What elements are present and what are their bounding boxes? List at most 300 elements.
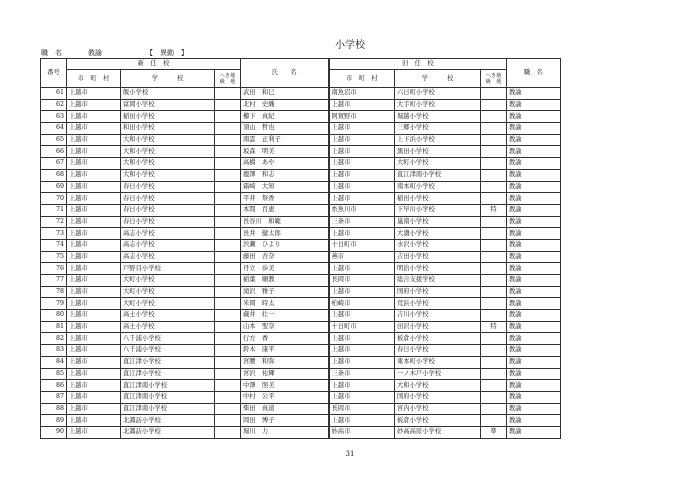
old-remote-grade-cell <box>481 158 507 170</box>
old-school-cell: 大手町小学校 <box>395 99 481 111</box>
table-body <box>41 88 561 439</box>
row-number-cell: 69 <box>41 181 67 193</box>
old-remote-grade-cell: 準 <box>481 426 507 438</box>
post-label: 職 名 <box>41 49 62 57</box>
table-row <box>41 204 561 216</box>
new-remote-grade-cell <box>215 356 241 368</box>
post-title-cell: 教諭 <box>507 275 561 287</box>
new-school-cell: 北諏訪小学校 <box>121 415 215 427</box>
old-school-cell: 国府小学校 <box>395 391 481 403</box>
new-city-cell: 上越市 <box>67 169 121 181</box>
new-school-cell: 高志小学校 <box>121 228 215 240</box>
teacher-name-cell: 平井 祭香 <box>241 193 329 205</box>
table-row <box>41 380 561 392</box>
teacher-name-cell: 高橋 あや <box>241 158 329 170</box>
new-remote-grade-cell <box>215 111 241 123</box>
new-school-cell: 春日小学校 <box>121 204 215 216</box>
table-row <box>41 333 561 345</box>
old-remote-grade-cell <box>481 88 507 100</box>
new-remote-grade-cell <box>215 193 241 205</box>
row-number-cell: 63 <box>41 111 67 123</box>
new-city-cell: 上越市 <box>67 216 121 228</box>
new-school-cell: 春日小学校 <box>121 181 215 193</box>
new-school-cell: 大和小学校 <box>121 146 215 158</box>
table-row <box>41 263 561 275</box>
old-school-cell: 明治小学校 <box>395 263 481 275</box>
row-number-cell: 64 <box>41 123 67 135</box>
teacher-name-cell: 丹立 歩美 <box>241 263 329 275</box>
table-row <box>41 239 561 251</box>
new-school-cell: 八千浦小学校 <box>121 333 215 345</box>
teacher-name-cell: 柴田 真道 <box>241 403 329 415</box>
old-school-cell: 宮内小学校 <box>395 403 481 415</box>
post-title-cell: 教諭 <box>507 169 561 181</box>
old-city-cell: 長岡市 <box>329 403 395 415</box>
new-city-cell: 上越市 <box>67 228 121 240</box>
new-remote-grade-cell <box>215 426 241 438</box>
row-number-cell: 65 <box>41 134 67 146</box>
teacher-name-cell: 南雲 正利子 <box>241 134 329 146</box>
table-row <box>41 134 561 146</box>
old-school-cell: 下早川小学校 <box>395 204 481 216</box>
teacher-name-cell: 本間 百恵 <box>241 204 329 216</box>
table-row <box>41 88 561 100</box>
post-title-cell: 教諭 <box>507 216 561 228</box>
row-number-cell: 61 <box>41 88 67 100</box>
old-remote-grade-cell <box>481 286 507 298</box>
old-remote-grade-cell <box>481 380 507 392</box>
row-number-cell: 62 <box>41 99 67 111</box>
post-title-cell: 教諭 <box>507 298 561 310</box>
new-school-cell: 春日小学校 <box>121 216 215 228</box>
new-school-cell: 高志小学校 <box>121 239 215 251</box>
post-value: 教諭 <box>88 49 102 57</box>
old-school-cell: 黒田小学校 <box>395 146 481 158</box>
new-city-cell: 上越市 <box>67 391 121 403</box>
header-new-city: 市 町 村 <box>67 70 121 88</box>
new-city-cell: 上越市 <box>67 415 121 427</box>
old-city-cell: 上越市 <box>329 228 395 240</box>
post-title-cell: 教諭 <box>507 415 561 427</box>
post-title-cell: 教諭 <box>507 263 561 275</box>
post-title-cell: 教諭 <box>507 403 561 415</box>
row-number-cell: 87 <box>41 391 67 403</box>
teacher-name-cell: 長谷川 和範 <box>241 216 329 228</box>
old-city-cell: 上越市 <box>329 193 395 205</box>
old-city-cell: 上越市 <box>329 286 395 298</box>
old-school-cell: 総合支援学校 <box>395 275 481 287</box>
transfer-table <box>40 58 561 439</box>
new-school-cell: 稲田小学校 <box>121 111 215 123</box>
old-city-cell: 上越市 <box>329 333 395 345</box>
post-title-cell: 教諭 <box>507 345 561 357</box>
new-city-cell: 上越市 <box>67 321 121 333</box>
old-school-cell: 田沢小学校 <box>395 321 481 333</box>
new-city-cell: 上越市 <box>67 181 121 193</box>
teacher-name-cell: 武田 和巳 <box>241 88 329 100</box>
header-number: 番号 <box>41 59 67 88</box>
old-city-cell: 糸魚川市 <box>329 204 395 216</box>
old-city-cell: 妙高市 <box>329 426 395 438</box>
new-remote-grade-cell <box>215 88 241 100</box>
old-school-cell: 水沢小学校 <box>395 239 481 251</box>
old-remote-grade-cell <box>481 134 507 146</box>
old-city-cell: 三条市 <box>329 368 395 380</box>
old-remote-grade-cell <box>481 228 507 240</box>
old-school-cell: 板倉小学校 <box>395 415 481 427</box>
new-remote-grade-cell <box>215 158 241 170</box>
old-city-cell: 阿賀野市 <box>329 111 395 123</box>
new-school-cell: 直江津小学校 <box>121 368 215 380</box>
teacher-name-cell: 霜崎 大知 <box>241 181 329 193</box>
old-remote-grade-cell <box>481 123 507 135</box>
old-city-cell: 上越市 <box>329 310 395 322</box>
new-city-cell: 上越市 <box>67 146 121 158</box>
post-title-cell: 教諭 <box>507 99 561 111</box>
new-remote-grade-cell <box>215 216 241 228</box>
teacher-name-cell: 渋瀬 ひより <box>241 239 329 251</box>
row-number-cell: 67 <box>41 158 67 170</box>
old-remote-grade-cell <box>481 298 507 310</box>
teacher-name-cell: 須山 哲也 <box>241 123 329 135</box>
new-school-cell: 直江津南小学校 <box>121 403 215 415</box>
old-remote-grade-cell <box>481 111 507 123</box>
new-school-cell: 春日小学校 <box>121 193 215 205</box>
new-school-cell: 高志小学校 <box>121 251 215 263</box>
row-number-cell: 80 <box>41 310 67 322</box>
new-city-cell: 上越市 <box>67 158 121 170</box>
new-school-cell: 大和小学校 <box>121 158 215 170</box>
row-number-cell: 81 <box>41 321 67 333</box>
old-remote-grade-cell <box>481 99 507 111</box>
old-remote-grade-cell <box>481 403 507 415</box>
new-city-cell: 上越市 <box>67 251 121 263</box>
row-number-cell: 73 <box>41 228 67 240</box>
new-school-cell: 直江津南小学校 <box>121 380 215 392</box>
old-city-cell: 長岡市 <box>329 275 395 287</box>
new-remote-grade-cell <box>215 99 241 111</box>
table-row <box>41 286 561 298</box>
old-city-cell: 十日町市 <box>329 321 395 333</box>
post-title-cell: 教諭 <box>507 228 561 240</box>
post-title-cell: 教諭 <box>507 310 561 322</box>
new-city-cell: 上越市 <box>67 310 121 322</box>
row-number-cell: 66 <box>41 146 67 158</box>
table-row <box>41 403 561 415</box>
new-school-cell: 高士小学校 <box>121 321 215 333</box>
table-row <box>41 356 561 368</box>
new-city-cell: 上越市 <box>67 403 121 415</box>
teacher-name-cell: 宮沢 祐輝 <box>241 368 329 380</box>
table-row <box>41 146 561 158</box>
post-title-cell: 教諭 <box>507 251 561 263</box>
teacher-name-cell: 北村 史織 <box>241 99 329 111</box>
teacher-name-cell: 蔵井 壮一 <box>241 310 329 322</box>
row-number-cell: 89 <box>41 415 67 427</box>
post-title-cell: 教諭 <box>507 204 561 216</box>
header-post: 職 名 <box>507 59 561 88</box>
old-school-cell: 六日町小学校 <box>395 88 481 100</box>
row-number-cell: 72 <box>41 216 67 228</box>
row-number-cell: 84 <box>41 356 67 368</box>
old-school-cell: 上下浜小学校 <box>395 134 481 146</box>
page-number: 31 <box>345 450 355 458</box>
new-remote-grade-cell <box>215 123 241 135</box>
post-title-cell: 教諭 <box>507 321 561 333</box>
old-remote-grade-cell <box>481 310 507 322</box>
old-school-cell: 南本町小学校 <box>395 181 481 193</box>
new-school-cell: 直江津南小学校 <box>121 391 215 403</box>
new-school-cell: 直江津小学校 <box>121 356 215 368</box>
new-city-cell: 上越市 <box>67 356 121 368</box>
table-row <box>41 368 561 380</box>
new-city-cell: 上越市 <box>67 380 121 392</box>
table-row <box>41 426 561 438</box>
old-city-cell: 南魚沼市 <box>329 88 395 100</box>
post-title-cell: 教諭 <box>507 158 561 170</box>
new-remote-grade-cell <box>215 204 241 216</box>
old-remote-grade-cell <box>481 356 507 368</box>
row-number-cell: 75 <box>41 251 67 263</box>
teacher-name-cell: 櫛下 真紀 <box>241 111 329 123</box>
new-school-cell: 高士小学校 <box>121 310 215 322</box>
new-city-cell: 上越市 <box>67 275 121 287</box>
post-title-cell: 教諭 <box>507 146 561 158</box>
old-school-cell: 大和小学校 <box>395 380 481 392</box>
row-number-cell: 83 <box>41 345 67 357</box>
teacher-name-cell: 中澤 照美 <box>241 380 329 392</box>
new-school-cell: 和田小学校 <box>121 123 215 135</box>
old-city-cell: 上越市 <box>329 158 395 170</box>
new-school-cell: 大和小学校 <box>121 134 215 146</box>
new-remote-grade-cell <box>215 286 241 298</box>
new-remote-grade-cell <box>215 263 241 275</box>
old-remote-grade-cell: 特 <box>481 321 507 333</box>
new-remote-grade-cell <box>215 275 241 287</box>
new-remote-grade-cell <box>215 415 241 427</box>
new-remote-grade-cell <box>215 380 241 392</box>
row-number-cell: 86 <box>41 380 67 392</box>
old-remote-grade-cell <box>481 275 507 287</box>
new-city-cell: 上越市 <box>67 99 121 111</box>
new-remote-grade-cell <box>215 310 241 322</box>
header-old-city: 市 町 村 <box>329 70 395 88</box>
new-school-cell: 北諏訪小学校 <box>121 426 215 438</box>
teacher-name-cell: 岡田 博子 <box>241 415 329 427</box>
new-city-cell: 上越市 <box>67 345 121 357</box>
old-remote-grade-cell <box>481 345 507 357</box>
table-row <box>41 321 561 333</box>
old-city-cell: 上越市 <box>329 123 395 135</box>
old-school-cell: 稲田小学校 <box>395 193 481 205</box>
new-remote-grade-cell <box>215 239 241 251</box>
old-city-cell: 上越市 <box>329 146 395 158</box>
new-remote-grade-cell <box>215 181 241 193</box>
teacher-name-cell: 坂森 明美 <box>241 146 329 158</box>
table-row <box>41 310 561 322</box>
post-title-cell: 教諭 <box>507 193 561 205</box>
table-row <box>41 181 561 193</box>
table-row <box>41 169 561 181</box>
new-remote-grade-cell <box>215 146 241 158</box>
new-city-cell: 上越市 <box>67 286 121 298</box>
old-school-cell: 直江津南小学校 <box>395 169 481 181</box>
row-number-cell: 88 <box>41 403 67 415</box>
old-city-cell: 上越市 <box>329 134 395 146</box>
row-number-cell: 74 <box>41 239 67 251</box>
new-remote-grade-cell <box>215 403 241 415</box>
old-remote-grade-cell <box>481 216 507 228</box>
new-school-cell: 八千浦小学校 <box>121 345 215 357</box>
new-remote-grade-cell <box>215 298 241 310</box>
teacher-name-cell: 山本 聖奈 <box>241 321 329 333</box>
new-remote-grade-cell <box>215 251 241 263</box>
old-city-cell: 上越市 <box>329 345 395 357</box>
teacher-name-cell: 行方 香 <box>241 333 329 345</box>
old-remote-grade-cell <box>481 239 507 251</box>
new-city-cell: 上越市 <box>67 111 121 123</box>
new-city-cell: 上越市 <box>67 368 121 380</box>
row-number-cell: 76 <box>41 263 67 275</box>
teacher-name-cell: 米岡 時太 <box>241 298 329 310</box>
old-school-cell: 堀越小学校 <box>395 111 481 123</box>
post-title-cell: 教諭 <box>507 380 561 392</box>
new-school-cell: 大町小学校 <box>121 298 215 310</box>
header-row-group <box>41 59 561 70</box>
table-row <box>41 111 561 123</box>
old-school-cell: 吉川小学校 <box>395 310 481 322</box>
new-city-cell: 上越市 <box>67 204 121 216</box>
old-city-cell: 上越市 <box>329 391 395 403</box>
header-old-school-group: 旧 任 校 <box>329 59 507 70</box>
old-remote-grade-cell <box>481 146 507 158</box>
row-number-cell: 71 <box>41 204 67 216</box>
old-city-cell: 上越市 <box>329 263 395 275</box>
table-row <box>41 193 561 205</box>
table-row <box>41 216 561 228</box>
new-remote-grade-cell <box>215 228 241 240</box>
new-city-cell: 上越市 <box>67 123 121 135</box>
old-city-cell: 上越市 <box>329 415 395 427</box>
new-city-cell: 上越市 <box>67 298 121 310</box>
old-remote-grade-cell <box>481 333 507 345</box>
old-remote-grade-cell <box>481 415 507 427</box>
post-title-cell: 教諭 <box>507 181 561 193</box>
new-city-cell: 上越市 <box>67 88 121 100</box>
teacher-name-cell: 宮腰 和弥 <box>241 356 329 368</box>
table-row <box>41 228 561 240</box>
row-number-cell: 68 <box>41 169 67 181</box>
post-title-cell: 教諭 <box>507 111 561 123</box>
row-number-cell: 85 <box>41 368 67 380</box>
old-school-cell: 板倉小学校 <box>395 333 481 345</box>
new-remote-grade-cell <box>215 333 241 345</box>
header-name: 氏 名 <box>241 59 329 88</box>
new-school-cell: 大町小学校 <box>121 286 215 298</box>
new-school-cell: 飯小学校 <box>121 88 215 100</box>
row-number-cell: 70 <box>41 193 67 205</box>
table-row <box>41 158 561 170</box>
row-number-cell: 77 <box>41 275 67 287</box>
old-remote-grade-cell <box>481 193 507 205</box>
table-row <box>41 415 561 427</box>
old-school-cell: 大瀁小学校 <box>395 228 481 240</box>
header-old-remote: へき地 級 地 <box>481 70 507 88</box>
post-title-cell: 教諭 <box>507 391 561 403</box>
new-city-cell: 上越市 <box>67 333 121 345</box>
old-school-cell: 大町小学校 <box>395 158 481 170</box>
table-row <box>41 99 561 111</box>
new-school-cell: 富岡小学校 <box>121 99 215 111</box>
new-remote-grade-cell <box>215 134 241 146</box>
teacher-name-cell: 滝沢 雅子 <box>241 286 329 298</box>
old-remote-grade-cell <box>481 391 507 403</box>
table-row <box>41 251 561 263</box>
row-number-cell: 82 <box>41 333 67 345</box>
teacher-name-cell: 中村 公平 <box>241 391 329 403</box>
table-row <box>41 298 561 310</box>
table-row <box>41 391 561 403</box>
table-row <box>41 345 561 357</box>
old-city-cell: 上越市 <box>329 99 395 111</box>
old-city-cell: 柏崎市 <box>329 298 395 310</box>
teacher-name-cell: 堀川 力 <box>241 426 329 438</box>
old-remote-grade-cell: 特 <box>481 204 507 216</box>
teacher-name-cell: 藤田 杏奈 <box>241 251 329 263</box>
new-remote-grade-cell <box>215 345 241 357</box>
old-remote-grade-cell <box>481 251 507 263</box>
row-number-cell: 78 <box>41 286 67 298</box>
old-city-cell: 上越市 <box>329 169 395 181</box>
teacher-name-cell: 長井 健太郎 <box>241 228 329 240</box>
post-title-cell: 教諭 <box>507 426 561 438</box>
table-row <box>41 123 561 135</box>
new-city-cell: 上越市 <box>67 134 121 146</box>
old-school-cell: 三郷小学校 <box>395 123 481 135</box>
old-school-cell: 吉田小学校 <box>395 251 481 263</box>
row-number-cell: 90 <box>41 426 67 438</box>
new-remote-grade-cell <box>215 169 241 181</box>
post-title-cell: 教諭 <box>507 88 561 100</box>
new-school-cell: 大和小学校 <box>121 169 215 181</box>
old-school-cell: 嵐南小学校 <box>395 216 481 228</box>
old-remote-grade-cell <box>481 181 507 193</box>
old-remote-grade-cell <box>481 263 507 275</box>
old-remote-grade-cell <box>481 169 507 181</box>
old-city-cell: 上越市 <box>329 356 395 368</box>
header-new-school: 学 校 <box>121 70 215 88</box>
old-remote-grade-cell <box>481 368 507 380</box>
old-city-cell: 燕市 <box>329 251 395 263</box>
post-title-cell: 教諭 <box>507 123 561 135</box>
post-title-cell: 教諭 <box>507 286 561 298</box>
old-city-cell: 三条市 <box>329 216 395 228</box>
table-row <box>41 275 561 287</box>
new-city-cell: 上越市 <box>67 193 121 205</box>
teacher-name-cell: 鈴木 康平 <box>241 345 329 357</box>
post-title-cell: 教諭 <box>507 333 561 345</box>
old-school-cell: 東本町小学校 <box>395 356 481 368</box>
old-city-cell: 十日町市 <box>329 239 395 251</box>
post-title-cell: 教諭 <box>507 356 561 368</box>
teacher-name-cell: 稲葉 順教 <box>241 275 329 287</box>
old-school-cell: 一ノ木戸小学校 <box>395 368 481 380</box>
new-city-cell: 上越市 <box>67 263 121 275</box>
new-remote-grade-cell <box>215 391 241 403</box>
row-number-cell: 79 <box>41 298 67 310</box>
new-city-cell: 上越市 <box>67 239 121 251</box>
old-school-cell: 国府小学校 <box>395 286 481 298</box>
